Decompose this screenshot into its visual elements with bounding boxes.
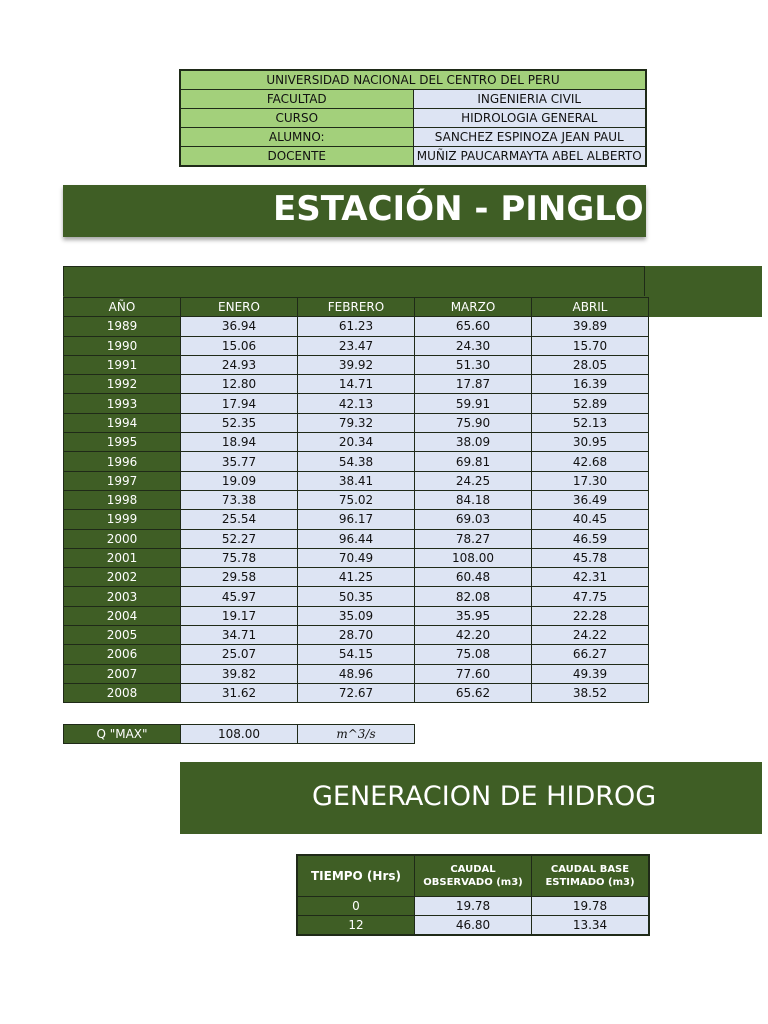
table-row [64,626,649,645]
table-row [64,529,649,548]
april-cell: 52.13 [532,413,649,432]
april-cell: 66.27 [532,645,649,664]
student-label: ALUMNO: [180,128,413,147]
column-header-march: MARZO [415,298,532,317]
year-cell: 1989 [64,317,181,336]
march-cell: 84.18 [415,490,532,509]
hydrograph-time-cell: 12 [297,916,415,936]
february-cell: 96.17 [298,510,415,529]
march-cell: 38.09 [415,433,532,452]
march-cell: 24.25 [415,471,532,490]
column-header-base-flow: CAUDAL BASE ESTIMADO (m3) [532,855,650,897]
year-cell: 2003 [64,587,181,606]
january-cell: 19.17 [181,606,298,625]
march-cell: 65.62 [415,683,532,702]
table-row [64,413,649,432]
april-cell: 42.68 [532,452,649,471]
table-row [64,375,649,394]
january-cell: 52.27 [181,529,298,548]
hydrograph-title: GENERACION DE HIDROG [312,781,657,812]
april-cell: 36.49 [532,490,649,509]
teacher-value: MUÑIZ PAUCARMAYTA ABEL ALBERTO [413,147,646,167]
january-cell: 73.38 [181,490,298,509]
january-cell: 39.82 [181,664,298,683]
hydrograph-observed-cell: 19.78 [415,897,532,916]
february-cell: 42.13 [298,394,415,413]
march-cell: 75.90 [415,413,532,432]
january-cell: 29.58 [181,568,298,587]
january-cell: 35.77 [181,452,298,471]
data-table-title-border [63,266,645,296]
february-cell: 14.71 [298,375,415,394]
hydrograph-banner [180,762,762,834]
table-row [64,433,649,452]
table-row [64,355,649,374]
column-header-february: FEBRERO [298,298,415,317]
january-cell: 25.54 [181,510,298,529]
university-name: UNIVERSIDAD NACIONAL DEL CENTRO DEL PERU [180,70,646,90]
january-cell: 25.07 [181,645,298,664]
february-cell: 41.25 [298,568,415,587]
march-cell: 42.20 [415,626,532,645]
station-title: ESTACIÓN - PINGLO [273,189,644,229]
teacher-label: DOCENTE [180,147,413,167]
column-header-time: TIEMPO (Hrs) [297,855,415,897]
year-cell: 1999 [64,510,181,529]
february-cell: 23.47 [298,336,415,355]
january-cell: 17.94 [181,394,298,413]
year-cell: 2006 [64,645,181,664]
year-cell: 1991 [64,355,181,374]
january-cell: 45.97 [181,587,298,606]
flow-data-table [63,297,649,703]
february-cell: 48.96 [298,664,415,683]
table-row [64,606,649,625]
year-cell: 1993 [64,394,181,413]
year-cell: 1994 [64,413,181,432]
january-cell: 12.80 [181,375,298,394]
hydrograph-observed-cell: 46.80 [415,916,532,936]
february-cell: 75.02 [298,490,415,509]
year-cell: 1997 [64,471,181,490]
april-cell: 40.45 [532,510,649,529]
march-cell: 59.91 [415,394,532,413]
february-cell: 61.23 [298,317,415,336]
qmax-unit: m^3/s [298,725,415,744]
hydrograph-time-cell: 0 [297,897,415,916]
january-cell: 19.09 [181,471,298,490]
hydrograph-header-row [297,855,649,897]
faculty-label: FACULTAD [180,90,413,109]
student-value: SANCHEZ ESPINOZA JEAN PAUL [413,128,646,147]
february-cell: 35.09 [298,606,415,625]
march-cell: 51.30 [415,355,532,374]
column-header-april: ABRIL [532,298,649,317]
year-cell: 2007 [64,664,181,683]
april-cell: 22.28 [532,606,649,625]
data-table-side-bar [646,297,762,317]
march-cell: 17.87 [415,375,532,394]
march-cell: 82.08 [415,587,532,606]
year-cell: 1990 [64,336,181,355]
april-cell: 17.30 [532,471,649,490]
qmax-table [63,724,415,744]
march-cell: 65.60 [415,317,532,336]
station-banner [63,185,646,237]
march-cell: 69.03 [415,510,532,529]
hydrograph-table [296,854,650,936]
table-row [64,587,649,606]
february-cell: 72.67 [298,683,415,702]
table-row [64,683,649,702]
table-row [64,394,649,413]
table-row [64,645,649,664]
column-header-observed-flow: CAUDAL OBSERVADO (m3) [415,855,532,897]
faculty-value: INGENIERIA CIVIL [413,90,646,109]
year-cell: 1996 [64,452,181,471]
february-cell: 96.44 [298,529,415,548]
march-cell: 108.00 [415,548,532,567]
year-cell: 1998 [64,490,181,509]
march-cell: 75.08 [415,645,532,664]
year-cell: 2008 [64,683,181,702]
course-value: HIDROLOGIA GENERAL [413,109,646,128]
february-cell: 28.70 [298,626,415,645]
april-cell: 47.75 [532,587,649,606]
february-cell: 79.32 [298,413,415,432]
april-cell: 49.39 [532,664,649,683]
march-cell: 24.30 [415,336,532,355]
year-cell: 1995 [64,433,181,452]
table-row [64,568,649,587]
january-cell: 31.62 [181,683,298,702]
april-cell: 46.59 [532,529,649,548]
april-cell: 30.95 [532,433,649,452]
april-cell: 39.89 [532,317,649,336]
table-row [64,490,649,509]
february-cell: 39.92 [298,355,415,374]
january-cell: 34.71 [181,626,298,645]
hydrograph-base-cell: 19.78 [532,897,650,916]
april-cell: 15.70 [532,336,649,355]
column-header-year: AÑO [64,298,181,317]
february-cell: 20.34 [298,433,415,452]
march-cell: 35.95 [415,606,532,625]
table-row [64,452,649,471]
january-cell: 36.94 [181,317,298,336]
qmax-label: Q "MAX" [64,725,181,744]
april-cell: 45.78 [532,548,649,567]
february-cell: 54.15 [298,645,415,664]
march-cell: 69.81 [415,452,532,471]
january-cell: 24.93 [181,355,298,374]
april-cell: 16.39 [532,375,649,394]
february-cell: 54.38 [298,452,415,471]
column-header-january: ENERO [181,298,298,317]
table-row [64,664,649,683]
april-cell: 52.89 [532,394,649,413]
january-cell: 75.78 [181,548,298,567]
table-row [297,916,649,936]
march-cell: 78.27 [415,529,532,548]
table-row [297,897,649,916]
header-info-table [179,69,647,167]
april-cell: 24.22 [532,626,649,645]
year-cell: 2002 [64,568,181,587]
year-cell: 1992 [64,375,181,394]
february-cell: 50.35 [298,587,415,606]
table-row [64,510,649,529]
march-cell: 77.60 [415,664,532,683]
april-cell: 42.31 [532,568,649,587]
course-label: CURSO [180,109,413,128]
april-cell: 28.05 [532,355,649,374]
april-cell: 38.52 [532,683,649,702]
february-cell: 70.49 [298,548,415,567]
table-row [64,471,649,490]
january-cell: 52.35 [181,413,298,432]
february-cell: 38.41 [298,471,415,490]
year-cell: 2001 [64,548,181,567]
hydrograph-base-cell: 13.34 [532,916,650,936]
table-row [64,317,649,336]
january-cell: 15.06 [181,336,298,355]
table-row [64,548,649,567]
year-cell: 2000 [64,529,181,548]
qmax-value: 108.00 [181,725,298,744]
year-cell: 2004 [64,606,181,625]
january-cell: 18.94 [181,433,298,452]
table-header-row [64,298,649,317]
year-cell: 2005 [64,626,181,645]
table-row [64,336,649,355]
march-cell: 60.48 [415,568,532,587]
